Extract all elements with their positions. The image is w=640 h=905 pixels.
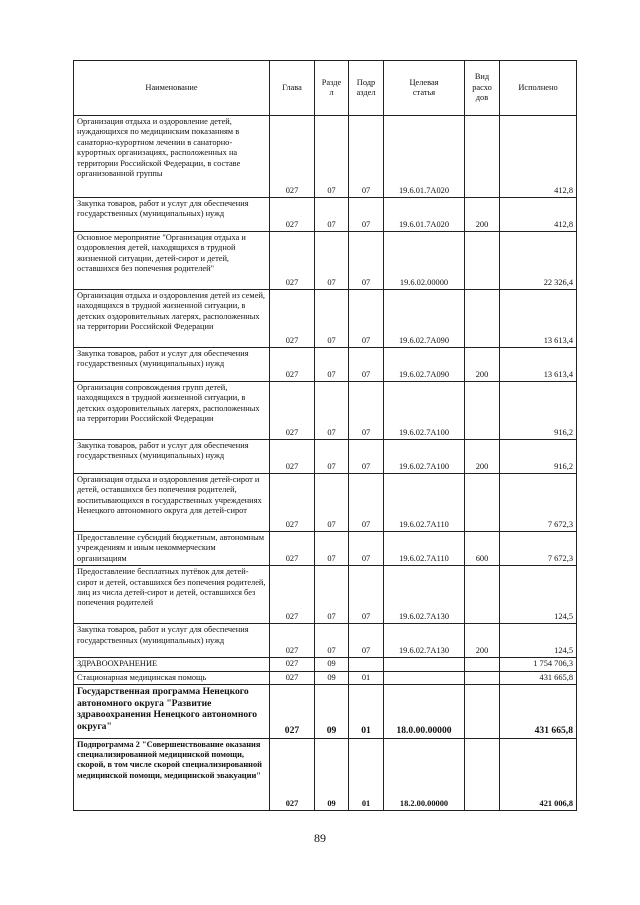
row-target-cell: 19.6.02.7А100 [384, 440, 465, 474]
row-target-cell: 19.6.01.7А020 [384, 198, 465, 232]
row-razdel-cell: 09 [315, 685, 349, 739]
row-target-cell: 19.6.02.7А110 [384, 532, 465, 566]
row-name-cell: Основное мероприятие "Организация отдыха и оздоровления детей, находящихся в трудной жизненной ситуации, детей-сирот и детей, оставшихся без попечения родителей" [74, 232, 270, 290]
row-name-cell: Закупка товаров, работ и услуг для обеспечения государственных (муниципальных) нужд [74, 198, 270, 232]
page-number: 89 [314, 831, 326, 845]
header-glava: Глава [270, 61, 315, 116]
row-name-cell: Организация отдыха и оздоровление детей, нуждающихся по медицинским показаниям в санаторно-курортном лечении в санаторно-курортных организациях, расположенных на территории Российской Федерации, в составе организованной группы [74, 116, 270, 198]
row-done-cell: 7 672,3 [500, 474, 577, 532]
table-header-row [74, 61, 577, 116]
row-name-cell: Закупка товаров, работ и услуг для обеспечения государственных (муниципальных) нужд [74, 440, 270, 474]
row-done-cell: 1 754 706,3 [500, 658, 577, 671]
row-glava-cell: 027 [270, 440, 315, 474]
row-done-cell: 916,2 [500, 382, 577, 440]
row-target-cell: 19.6.02.7А130 [384, 624, 465, 658]
row-done-cell: 13 613,4 [500, 348, 577, 382]
row-glava-cell: 027 [270, 532, 315, 566]
budget-table [73, 60, 577, 811]
row-podrazdel-cell: 07 [349, 116, 384, 198]
row-done-cell: 916,2 [500, 440, 577, 474]
row-razdel-cell: 07 [315, 116, 349, 198]
row-done-cell: 13 613,4 [500, 290, 577, 348]
row-vid-cell: 200 [465, 198, 500, 232]
row-glava-cell: 027 [270, 739, 315, 811]
row-done-cell: 22 326,4 [500, 232, 577, 290]
row-name-cell: Закупка товаров, работ и услуг для обеспечения государственных (муниципальных) нужд [74, 348, 270, 382]
row-glava-cell: 027 [270, 671, 315, 684]
row-target-cell [384, 658, 465, 671]
table-row [74, 671, 577, 684]
row-vid-cell [465, 474, 500, 532]
row-podrazdel-cell: 07 [349, 474, 384, 532]
row-vid-cell [465, 739, 500, 811]
row-razdel-cell: 09 [315, 671, 349, 684]
header-done: Исполнено [500, 61, 577, 116]
row-razdel-cell: 07 [315, 532, 349, 566]
row-vid-cell [465, 116, 500, 198]
row-name-cell: Государственная программа Ненецкого автономного округа "Развитие здравоохранения Ненецкого автономного округа" [74, 685, 270, 739]
row-vid-cell [465, 658, 500, 671]
row-vid-cell [465, 685, 500, 739]
row-name-cell: Закупка товаров, работ и услуг для обеспечения государственных (муниципальных) нужд [74, 624, 270, 658]
row-vid-cell: 200 [465, 348, 500, 382]
row-done-cell: 7 672,3 [500, 532, 577, 566]
row-razdel-cell: 07 [315, 474, 349, 532]
row-podrazdel-cell: 07 [349, 232, 384, 290]
row-name-cell: Подпрограмма 2 "Совершенствование оказания специализированной медицинской помощи, скорой, в том числе скорой специализированной медицинской помощи, медицинской эвакуации" [74, 739, 270, 811]
row-vid-cell [465, 290, 500, 348]
row-podrazdel-cell [349, 658, 384, 671]
table-row [74, 382, 577, 440]
row-vid-cell [465, 566, 500, 624]
row-razdel-cell: 07 [315, 624, 349, 658]
row-razdel-cell: 09 [315, 658, 349, 671]
row-target-cell: 19.6.02.7А090 [384, 348, 465, 382]
table-row [74, 474, 577, 532]
table-row [74, 116, 577, 198]
row-glava-cell: 027 [270, 348, 315, 382]
row-vid-cell [465, 232, 500, 290]
row-podrazdel-cell: 01 [349, 685, 384, 739]
row-podrazdel-cell: 07 [349, 198, 384, 232]
row-razdel-cell: 07 [315, 382, 349, 440]
table-row [74, 532, 577, 566]
row-razdel-cell: 07 [315, 232, 349, 290]
row-done-cell: 124,5 [500, 566, 577, 624]
row-done-cell: 412,8 [500, 116, 577, 198]
row-razdel-cell: 09 [315, 739, 349, 811]
row-podrazdel-cell: 07 [349, 348, 384, 382]
budget-table-sheet [73, 60, 577, 811]
header-podrazdel: Подр аздел [349, 61, 384, 116]
row-vid-cell: 200 [465, 440, 500, 474]
row-name-cell: Организация отдыха и оздоровления детей из семей, находящихся в трудной жизненной ситуации, в детских оздоровительных лагерях, расположенных на территории Российской Федерации [74, 290, 270, 348]
table-row [74, 566, 577, 624]
table-row [74, 348, 577, 382]
row-glava-cell: 027 [270, 382, 315, 440]
row-vid-cell [465, 671, 500, 684]
table-row [74, 624, 577, 658]
header-razdel: Разде л [315, 61, 349, 116]
table-row [74, 739, 577, 811]
row-glava-cell: 027 [270, 685, 315, 739]
row-target-cell: 19.6.02.7А100 [384, 382, 465, 440]
table-row [74, 232, 577, 290]
table-row [74, 290, 577, 348]
row-target-cell: 19.6.02.7А090 [384, 290, 465, 348]
header-name: Наименование [74, 61, 270, 116]
row-target-cell [384, 671, 465, 684]
row-done-cell: 421 006,8 [500, 739, 577, 811]
row-glava-cell: 027 [270, 116, 315, 198]
row-podrazdel-cell: 07 [349, 532, 384, 566]
row-glava-cell: 027 [270, 566, 315, 624]
row-podrazdel-cell: 07 [349, 382, 384, 440]
row-podrazdel-cell: 07 [349, 440, 384, 474]
row-target-cell: 19.6.02.7А110 [384, 474, 465, 532]
row-name-cell: Организация сопровождения групп детей, находящихся в трудной жизненной ситуации, в детских оздоровительных лагерях, расположенных на территории Российской Федерации [74, 382, 270, 440]
row-podrazdel-cell: 01 [349, 739, 384, 811]
row-name-cell: Стационарная медицинская помощь [74, 671, 270, 684]
row-name-cell: Предоставление бесплатных путёвок для детей-сирот и детей, оставшихся без попечения родителей, лиц из числа детей-сирот и детей, оставшихся без попечения родителей [74, 566, 270, 624]
row-podrazdel-cell: 07 [349, 290, 384, 348]
row-razdel-cell: 07 [315, 348, 349, 382]
row-razdel-cell: 07 [315, 198, 349, 232]
row-glava-cell: 027 [270, 474, 315, 532]
row-target-cell: 19.6.02.7А130 [384, 566, 465, 624]
header-target: Целевая статья [384, 61, 465, 116]
row-glava-cell: 027 [270, 198, 315, 232]
row-name-cell: Организация отдыха и оздоровления детей-сирот и детей, оставшихся без попечения родителей, воспитывающихся в государственных учреждениях Ненецкого автономного округа для детей-сирот [74, 474, 270, 532]
row-done-cell: 124,5 [500, 624, 577, 658]
row-name-cell: ЗДРАВООХРАНЕНИЕ [74, 658, 270, 671]
row-done-cell: 431 665,8 [500, 685, 577, 739]
row-vid-cell: 600 [465, 532, 500, 566]
table-row [74, 685, 577, 739]
row-vid-cell [465, 382, 500, 440]
row-glava-cell: 027 [270, 290, 315, 348]
row-razdel-cell: 07 [315, 566, 349, 624]
row-glava-cell: 027 [270, 658, 315, 671]
header-vid: Вид расхо дов [465, 61, 500, 116]
table-row [74, 198, 577, 232]
row-target-cell: 18.0.00.00000 [384, 685, 465, 739]
row-glava-cell: 027 [270, 232, 315, 290]
row-glava-cell: 027 [270, 624, 315, 658]
row-target-cell: 19.6.01.7А020 [384, 116, 465, 198]
row-podrazdel-cell: 07 [349, 624, 384, 658]
row-podrazdel-cell: 07 [349, 566, 384, 624]
row-target-cell: 19.6.02.00000 [384, 232, 465, 290]
row-name-cell: Предоставление субсидий бюджетным, автономным учреждениям и иным некоммерческим организациям [74, 532, 270, 566]
row-done-cell: 431 665,8 [500, 671, 577, 684]
row-vid-cell: 200 [465, 624, 500, 658]
table-row [74, 658, 577, 671]
row-target-cell: 18.2.00.00000 [384, 739, 465, 811]
row-razdel-cell: 07 [315, 440, 349, 474]
row-podrazdel-cell: 01 [349, 671, 384, 684]
table-row [74, 440, 577, 474]
row-razdel-cell: 07 [315, 290, 349, 348]
row-done-cell: 412,8 [500, 198, 577, 232]
